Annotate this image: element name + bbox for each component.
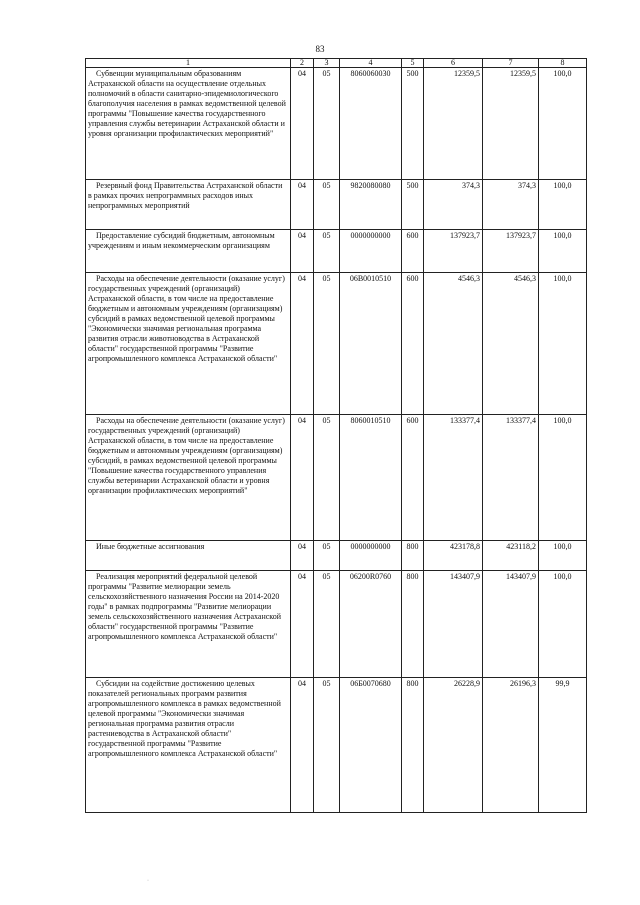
cell-expense-type: 600 <box>402 230 424 273</box>
cell-section: 04 <box>291 678 314 813</box>
table-row <box>86 180 587 230</box>
cell-planned: 137923,7 <box>424 230 483 273</box>
row-description: Расходы на обеспечение деятельности (оказание услуг) государственных учреждений (организаций) Астраханской области, в том числе на предоставление бюджетным и автономным учреждениям (организациям) субсидий, в рамках ведомственной целевой программы "Повышение качества государственного управления службы ветеринарии Астраханской области и уровня организации профилактических мероприятий" <box>86 415 291 541</box>
cell-percent: 100,0 <box>539 68 587 180</box>
column-header: 3 <box>314 59 340 68</box>
cell-subsection: 05 <box>314 571 340 678</box>
cell-expense-type: 800 <box>402 541 424 571</box>
cell-planned: 4546,3 <box>424 273 483 415</box>
cell-executed: 26196,3 <box>483 678 539 813</box>
column-header: 1 <box>86 59 291 68</box>
cell-subsection: 05 <box>314 415 340 541</box>
table-row <box>86 230 587 273</box>
cell-executed: 133377,4 <box>483 415 539 541</box>
column-header: 6 <box>424 59 483 68</box>
cell-section: 04 <box>291 415 314 541</box>
row-description: Субсидии на содействие достижению целевых показателей региональных программ развития агропромышленного комплекса в рамках ведомственной целевой программы "Экономически значимая региональная программа развития отрасли растениеводства в Астраханской области" государственной программы "Развитие агропромышленного комплекса Астраханской области" <box>86 678 291 813</box>
column-header: 5 <box>402 59 424 68</box>
row-description: Реализация мероприятий федеральной целевой программы "Развитие мелиорации земель сельскохозяйственного назначения России на 2014-2020 годы" в рамках подпрограммы "Развитие мелиорации земель сельскохозяйственного назначения Астраханской области" государственной программы "Развитие агропромышленного комплекса Астраханской области" <box>86 571 291 678</box>
cell-target-code: 0000000000 <box>340 230 402 273</box>
scan-mark: · <box>147 878 149 884</box>
cell-subsection: 05 <box>314 273 340 415</box>
row-description: Резервный фонд Правительства Астраханской области в рамках прочих непрограммных расходов иных непрограммных мероприятий <box>86 180 291 230</box>
cell-section: 04 <box>291 571 314 678</box>
cell-planned: 143407,9 <box>424 571 483 678</box>
cell-planned: 423178,8 <box>424 541 483 571</box>
cell-subsection: 05 <box>314 678 340 813</box>
table-row <box>86 678 587 813</box>
cell-target-code: 06Б0070680 <box>340 678 402 813</box>
budget-table <box>85 58 587 813</box>
cell-percent: 100,0 <box>539 230 587 273</box>
cell-planned: 12359,5 <box>424 68 483 180</box>
cell-planned: 26228,9 <box>424 678 483 813</box>
cell-target-code: 8060010510 <box>340 415 402 541</box>
cell-planned: 133377,4 <box>424 415 483 541</box>
cell-subsection: 05 <box>314 68 340 180</box>
column-header: 7 <box>483 59 539 68</box>
table-row <box>86 541 587 571</box>
row-description: Расходы на обеспечение деятельности (оказание услуг) государственных учреждений (организаций) Астраханской области, в том числе на предоставление бюджетным и автономным учреждениям (организациям) субсидий в рамках ведомственной целевой программы "Экономически значимая региональная программа развития отрасли животноводства в Астраханской области" государственной программы "Развитие агропромышленного комплекса Астраханской области" <box>86 273 291 415</box>
cell-subsection: 05 <box>314 541 340 571</box>
column-header: 4 <box>340 59 402 68</box>
cell-executed: 137923,7 <box>483 230 539 273</box>
cell-executed: 143407,9 <box>483 571 539 678</box>
cell-target-code: 0000000000 <box>340 541 402 571</box>
cell-section: 04 <box>291 230 314 273</box>
cell-percent: 100,0 <box>539 571 587 678</box>
table-row <box>86 571 587 678</box>
header-row <box>86 59 587 68</box>
cell-target-code: 06В0010510 <box>340 273 402 415</box>
cell-target-code: 9820080080 <box>340 180 402 230</box>
cell-percent: 99,9 <box>539 678 587 813</box>
row-description: Субвенции муниципальным образованиям Астраханской области на осуществление отдельных полномочий в области санитарно-эпидемиологического благополучия населения в рамках ведомственной целевой программы "Повышение качества государственного управления службы ветеринарии Астраханской области и уровня организации профилактических мероприятий" <box>86 68 291 180</box>
row-description: Иные бюджетные ассигнования <box>86 541 291 571</box>
cell-expense-type: 600 <box>402 415 424 541</box>
cell-expense-type: 500 <box>402 68 424 180</box>
cell-expense-type: 800 <box>402 571 424 678</box>
cell-expense-type: 600 <box>402 273 424 415</box>
cell-executed: 374,3 <box>483 180 539 230</box>
cell-expense-type: 500 <box>402 180 424 230</box>
cell-section: 04 <box>291 180 314 230</box>
row-description: Предоставление субсидий бюджетным, автономным учреждениям и иным некоммерческим организациям <box>86 230 291 273</box>
cell-percent: 100,0 <box>539 415 587 541</box>
column-header: 2 <box>291 59 314 68</box>
cell-percent: 100,0 <box>539 273 587 415</box>
cell-section: 04 <box>291 541 314 571</box>
cell-percent: 100,0 <box>539 541 587 571</box>
cell-target-code: 06200R0760 <box>340 571 402 678</box>
table-row <box>86 273 587 415</box>
table-row <box>86 68 587 180</box>
cell-expense-type: 800 <box>402 678 424 813</box>
column-header: 8 <box>539 59 587 68</box>
cell-percent: 100,0 <box>539 180 587 230</box>
cell-planned: 374,3 <box>424 180 483 230</box>
cell-section: 04 <box>291 68 314 180</box>
cell-subsection: 05 <box>314 180 340 230</box>
cell-executed: 4546,3 <box>483 273 539 415</box>
cell-subsection: 05 <box>314 230 340 273</box>
cell-target-code: 8060060030 <box>340 68 402 180</box>
table-row <box>86 415 587 541</box>
cell-executed: 12359,5 <box>483 68 539 180</box>
cell-section: 04 <box>291 273 314 415</box>
cell-executed: 423118,2 <box>483 541 539 571</box>
page-number: 83 <box>315 44 325 54</box>
